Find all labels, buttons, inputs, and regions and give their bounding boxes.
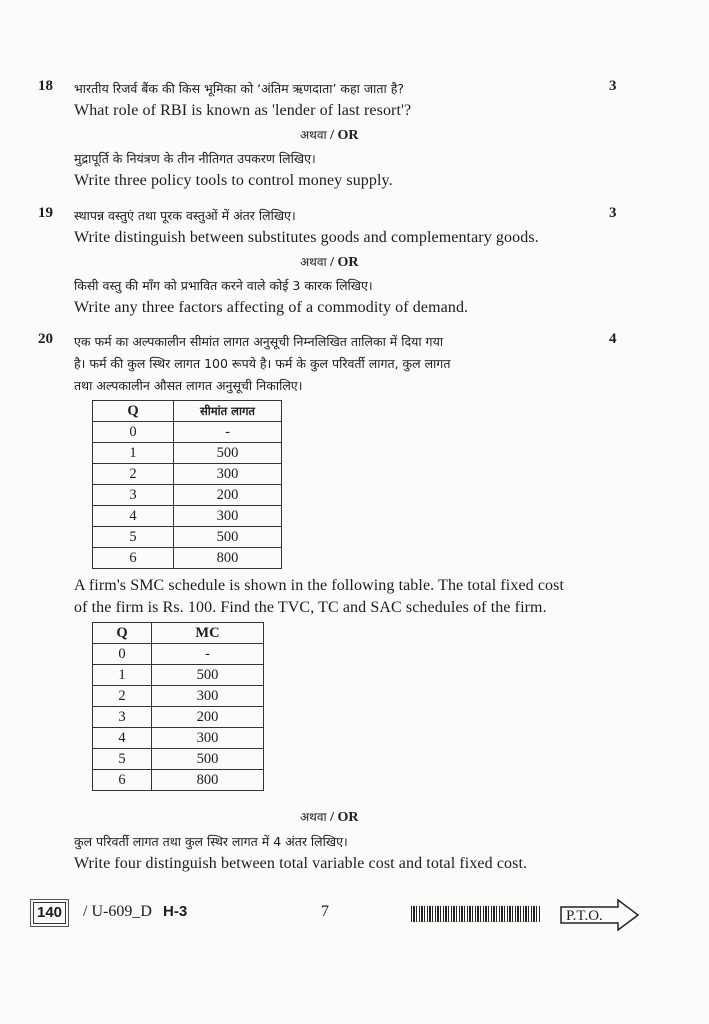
arrow-icon: [560, 898, 640, 932]
or-divider: [300, 253, 359, 271]
marginal-cost-cell: -: [174, 422, 282, 443]
table-row: [93, 707, 264, 728]
marks: 3: [609, 78, 617, 94]
table-header: MC: [152, 623, 264, 644]
marginal-cost-cell: 500: [152, 749, 264, 770]
marginal-cost-cell: 300: [152, 728, 264, 749]
barcode: [411, 906, 541, 922]
table-header-row: [93, 623, 264, 644]
question-number: 20: [38, 331, 53, 347]
alt-question-english: Write any three factors affecting of a commodity of demand.: [74, 299, 469, 316]
question-text-hindi: भारतीय रिजर्व बैंक की किस भूमिका को ‘अंतिम ऋणदाता’ कहा जाता है?: [74, 81, 404, 96]
question-number: 19: [38, 205, 53, 221]
quantity-cell: 0: [93, 422, 174, 443]
table-row: [93, 644, 264, 665]
table-row: [93, 506, 282, 527]
table-row: [93, 749, 264, 770]
quantity-cell: 6: [93, 770, 152, 791]
quantity-cell: 6: [93, 548, 174, 569]
alt-question-hindi: कुल परिवर्ती लागत तथा कुल स्थिर लागत में 4 अंतर लिखिए।: [74, 834, 348, 849]
quantity-cell: 1: [93, 665, 152, 686]
quantity-cell: 1: [93, 443, 174, 464]
pto-label: P.T.O.: [566, 908, 603, 924]
alt-question-hindi: मुद्रापूर्ति के नियंत्रण के तीन नीतिगत उपकरण लिखिए।: [74, 151, 316, 166]
page-footer: [33, 902, 673, 930]
question-text-hindi: स्थापन्न वस्तुएं तथा पूरक वस्तुओं में अंतर लिखिए।: [74, 208, 296, 223]
table-row: [93, 548, 282, 569]
marginal-cost-cell: -: [152, 644, 264, 665]
mc-table-english: [92, 622, 264, 791]
table-row: [93, 665, 264, 686]
set-code: H-3: [163, 903, 188, 920]
table-header-row: [93, 401, 282, 422]
mc-table-hindi: [92, 400, 282, 569]
table-row: [93, 422, 282, 443]
question-text-english-line: of the firm is Rs. 100. Find the TVC, TC and SAC schedules of the firm.: [74, 599, 547, 616]
table-header: सीमांत लागत: [174, 401, 282, 422]
marginal-cost-cell: 800: [152, 770, 264, 791]
table-row: [93, 443, 282, 464]
marginal-cost-cell: 200: [152, 707, 264, 728]
marks: 3: [609, 205, 617, 221]
marginal-cost-cell: 500: [174, 527, 282, 548]
quantity-cell: 5: [93, 749, 152, 770]
or-label-hindi: अथवा: [300, 128, 327, 142]
question-text-hindi-line: एक फर्म का अल्पकालीन सीमांत लागत अनुसूची निम्नलिखित तालिका में दिया गया: [74, 334, 444, 349]
table-row: [93, 527, 282, 548]
page-number: 7: [321, 903, 329, 920]
table-header: Q: [93, 623, 152, 644]
quantity-cell: 4: [93, 728, 152, 749]
table-row: [93, 770, 264, 791]
table-row: [93, 464, 282, 485]
question-text-english-line: A firm's SMC schedule is shown in the following table. The total fixed cost: [74, 577, 565, 594]
alt-question-hindi: किसी वस्तु की माँग को प्रभावित करने वाले कोई 3 कारक लिखिए।: [74, 278, 373, 293]
question-text-hindi-line: तथा अल्पकालीन औसत लागत अनुसूची निकालिए।: [74, 378, 303, 393]
alt-question-english: Write three policy tools to control money supply.: [74, 172, 393, 189]
marginal-cost-cell: 500: [174, 443, 282, 464]
marginal-cost-cell: 500: [152, 665, 264, 686]
or-label-english: / OR: [330, 810, 359, 825]
table-row: [93, 485, 282, 506]
quantity-cell: 2: [93, 464, 174, 485]
quantity-cell: 5: [93, 527, 174, 548]
quantity-cell: 3: [93, 707, 152, 728]
alt-question-english: Write four distinguish between total variable cost and total fixed cost.: [74, 855, 528, 872]
marginal-cost-cell: 300: [174, 464, 282, 485]
marginal-cost-cell: 800: [174, 548, 282, 569]
or-label-english: / OR: [330, 128, 359, 143]
marginal-cost-cell: 200: [174, 485, 282, 506]
question-text-english: What role of RBI is known as 'lender of last resort'?: [74, 102, 412, 119]
table-header: Q: [93, 401, 174, 422]
question-number: 18: [38, 78, 53, 94]
quantity-cell: 2: [93, 686, 152, 707]
quantity-cell: 0: [93, 644, 152, 665]
quantity-cell: 3: [93, 485, 174, 506]
marginal-cost-cell: 300: [174, 506, 282, 527]
question-text-hindi-line: है। फर्म की कुल स्थिर लागत 100 रूपये है। फर्म के कुल परिवर्ती लागत, कुल लागत: [74, 356, 451, 371]
quantity-cell: 4: [93, 506, 174, 527]
or-divider: [300, 126, 359, 144]
table-row: [93, 728, 264, 749]
paper-code: / U-609_D: [83, 903, 152, 920]
or-divider: [300, 808, 359, 826]
question-text-english: Write distinguish between substitutes goods and complementary goods.: [74, 229, 539, 246]
or-label-english: / OR: [330, 255, 359, 270]
or-label-hindi: अथवा: [300, 810, 327, 824]
table-row: [93, 686, 264, 707]
marks: 4: [609, 331, 617, 347]
marginal-cost-cell: 300: [152, 686, 264, 707]
or-label-hindi: अथवा: [300, 255, 327, 269]
pto-arrow: [560, 898, 640, 937]
box-number: 140: [33, 902, 66, 924]
